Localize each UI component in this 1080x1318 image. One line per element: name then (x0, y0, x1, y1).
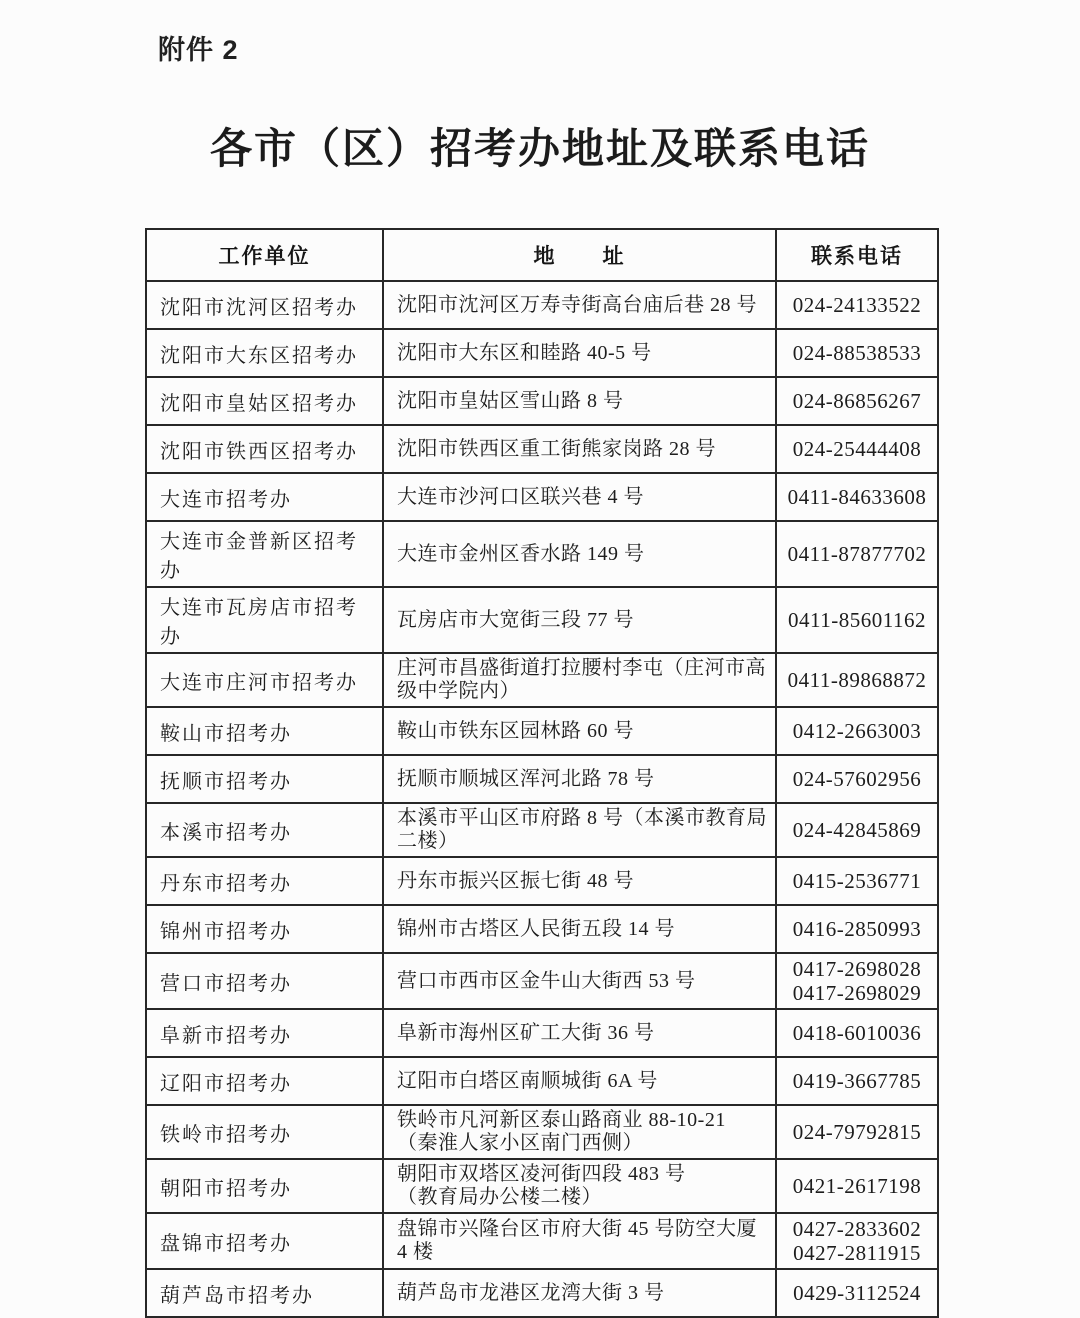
phone-cell (776, 587, 938, 653)
address-line: 瓦房店市大宽街三段 77 号 (397, 608, 634, 631)
table-row (146, 1213, 938, 1269)
phone-number: 024-86856267 (792, 389, 922, 413)
phone-cell (776, 803, 938, 857)
address-cell (383, 653, 776, 707)
table-row (146, 857, 938, 905)
phone-cell (776, 653, 938, 707)
unit-cell: 本溪市招考办 (146, 803, 383, 857)
phone-number: 0421-2617198 (792, 1174, 922, 1198)
phone-number: 0411-87877702 (787, 542, 927, 566)
phone-cell (776, 707, 938, 755)
table-row (146, 1105, 938, 1159)
header-row (146, 229, 938, 281)
phone-cell (776, 377, 938, 425)
unit-cell: 沈阳市大东区招考办 (146, 329, 383, 377)
address-cell (383, 755, 776, 803)
address-line: 二楼） (397, 830, 459, 852)
phone-cell (776, 521, 938, 587)
address-cell (383, 803, 776, 857)
table-row (146, 953, 938, 1009)
address-line: 沈阳市铁西区重工街熊家岗路 28 号 (397, 437, 716, 460)
table-row (146, 473, 938, 521)
table-row (146, 587, 938, 653)
address-cell (383, 1159, 776, 1213)
address-cell (383, 1105, 776, 1159)
unit-cell: 大连市金普新区招考办 (146, 521, 383, 587)
phone-cell (776, 1057, 938, 1105)
unit-cell: 鞍山市招考办 (146, 707, 383, 755)
unit-cell: 大连市庄河市招考办 (146, 653, 383, 707)
phone-number: 0427-2811915 (793, 1241, 921, 1265)
table-row (146, 329, 938, 377)
address-cell (383, 281, 776, 329)
address-cell (383, 521, 776, 587)
unit-cell: 锦州市招考办 (146, 905, 383, 953)
phone-number: 0411-89868872 (787, 668, 927, 692)
address-line: 大连市沙河口区联兴巷 4 号 (397, 485, 644, 508)
table-row (146, 1159, 938, 1213)
unit-cell: 葫芦岛市招考办 (146, 1269, 383, 1317)
table-row (146, 1057, 938, 1105)
column-header: 地 址 (383, 229, 776, 281)
table-row (146, 803, 938, 857)
address-line: 辽阳市白塔区南顺城街 6A 号 (397, 1069, 658, 1092)
phone-number: 024-24133522 (792, 293, 922, 317)
phone-cell (776, 281, 938, 329)
phone-number: 0429-3112524 (793, 1281, 921, 1305)
phone-number: 0417-2698028 (792, 957, 922, 981)
unit-cell: 大连市招考办 (146, 473, 383, 521)
phone-number: 0412-2663003 (792, 719, 922, 743)
address-cell (383, 587, 776, 653)
phone-cell (776, 1269, 938, 1317)
address-cell (383, 1057, 776, 1105)
phone-number: 024-79792815 (792, 1120, 922, 1144)
phone-cell (776, 425, 938, 473)
address-cell (383, 1213, 776, 1269)
unit-cell: 丹东市招考办 (146, 857, 383, 905)
unit-cell: 铁岭市招考办 (146, 1105, 383, 1159)
table-row (146, 1269, 938, 1317)
table-body (146, 281, 938, 1317)
phone-number: 0415-2536771 (792, 869, 922, 893)
phone-cell (776, 1105, 938, 1159)
phone-cell (776, 857, 938, 905)
table-row (146, 1009, 938, 1057)
table-row (146, 755, 938, 803)
address-line: （教育局办公楼二楼） (397, 1186, 602, 1208)
table-row (146, 425, 938, 473)
address-line: 铁岭市凡河新区泰山路商业 88-10-21 (397, 1109, 726, 1131)
phone-number: 024-57602956 (792, 767, 922, 791)
address-line: 锦州市古塔区人民街五段 14 号 (397, 917, 675, 940)
phone-number: 0419-3667785 (792, 1069, 922, 1093)
unit-cell: 沈阳市沈河区招考办 (146, 281, 383, 329)
phone-cell (776, 905, 938, 953)
address-line: 阜新市海州区矿工大街 36 号 (397, 1021, 655, 1044)
contact-table (145, 228, 939, 1318)
phone-cell (776, 473, 938, 521)
address-cell (383, 425, 776, 473)
column-header: 工作单位 (146, 229, 383, 281)
table-row (146, 653, 938, 707)
unit-cell: 营口市招考办 (146, 953, 383, 1009)
unit-cell: 阜新市招考办 (146, 1009, 383, 1057)
phone-number: 024-42845869 (792, 818, 922, 842)
phone-cell (776, 755, 938, 803)
table-row (146, 905, 938, 953)
table-row (146, 521, 938, 587)
address-line: 级中学院内） (397, 680, 520, 702)
phone-number: 0427-2833602 (792, 1217, 922, 1241)
phone-cell (776, 1159, 938, 1213)
attachment-label: 附件 2 (158, 35, 239, 65)
phone-number: 024-88538533 (792, 341, 922, 365)
address-line: 丹东市振兴区振七街 48 号 (397, 869, 634, 892)
address-cell (383, 329, 776, 377)
unit-cell: 辽阳市招考办 (146, 1057, 383, 1105)
unit-cell: 朝阳市招考办 (146, 1159, 383, 1213)
unit-cell: 抚顺市招考办 (146, 755, 383, 803)
address-line: 鞍山市铁东区园林路 60 号 (397, 719, 634, 742)
address-line: 沈阳市沈河区万寿寺街高台庙后巷 28 号 (397, 293, 757, 316)
table-row (146, 377, 938, 425)
address-cell (383, 1269, 776, 1317)
address-cell (383, 473, 776, 521)
phone-cell (776, 329, 938, 377)
unit-cell: 沈阳市皇姑区招考办 (146, 377, 383, 425)
column-header: 联系电话 (776, 229, 938, 281)
phone-number: 0416-2850993 (792, 917, 922, 941)
address-line: （秦淮人家小区南门西侧） (397, 1132, 643, 1154)
unit-cell: 盘锦市招考办 (146, 1213, 383, 1269)
address-cell (383, 953, 776, 1009)
address-line: 本溪市平山区市府路 8 号（本溪市教育局 (397, 807, 767, 829)
phone-number: 0418-6010036 (792, 1021, 922, 1045)
unit-cell: 沈阳市铁西区招考办 (146, 425, 383, 473)
phone-number: 0411-84633608 (787, 485, 927, 509)
address-line: 4 楼 (397, 1241, 434, 1263)
address-line: 朝阳市双塔区凌河街四段 483 号 (397, 1163, 686, 1185)
phone-number: 0411-85601162 (788, 608, 926, 632)
phone-number: 024-25444408 (792, 437, 922, 461)
address-line: 盘锦市兴隆台区市府大街 45 号防空大厦 (397, 1218, 757, 1240)
address-cell (383, 857, 776, 905)
table-row (146, 281, 938, 329)
address-line: 沈阳市皇姑区雪山路 8 号 (397, 389, 624, 412)
phone-cell (776, 1009, 938, 1057)
address-line: 沈阳市大东区和睦路 40-5 号 (397, 341, 652, 364)
phone-cell (776, 1213, 938, 1269)
phone-cell (776, 953, 938, 1009)
address-cell (383, 1009, 776, 1057)
phone-number: 0417-2698029 (792, 981, 922, 1005)
table-row (146, 707, 938, 755)
address-line: 营口市西市区金牛山大街西 53 号 (397, 969, 696, 992)
address-line: 葫芦岛市龙港区龙湾大街 3 号 (397, 1281, 665, 1304)
address-cell (383, 707, 776, 755)
address-line: 抚顺市顺城区浑河北路 78 号 (397, 767, 655, 790)
address-cell (383, 905, 776, 953)
unit-cell: 大连市瓦房店市招考办 (146, 587, 383, 653)
address-line: 大连市金州区香水路 149 号 (397, 542, 645, 565)
address-line: 庄河市昌盛街道打拉腰村李屯（庄河市高 (397, 657, 766, 679)
page-title: 各市（区）招考办地址及联系电话 (209, 125, 870, 172)
address-cell (383, 377, 776, 425)
